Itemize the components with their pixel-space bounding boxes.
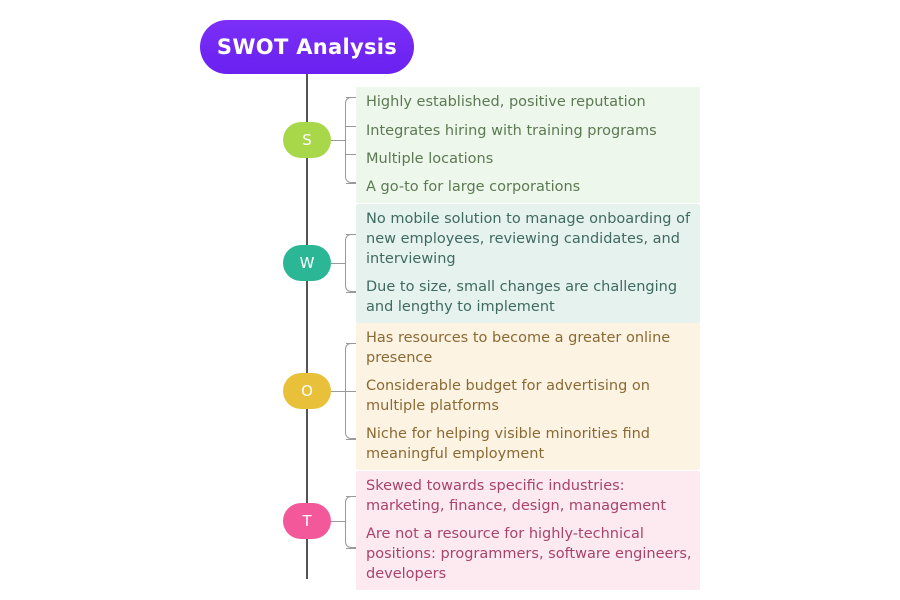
leaf-stub-s-2	[346, 126, 356, 127]
leaf-item[interactable]: Are not a resource for highly-technical positions: programmers, software engineers, developers	[356, 519, 700, 590]
leaf-item[interactable]: Considerable budget for advertising on multiple platforms	[356, 371, 700, 422]
branch-stub-threats	[331, 521, 345, 522]
branch-node-threats[interactable]	[283, 503, 331, 539]
leaf-stub-o-2	[346, 391, 356, 392]
leaf-item[interactable]: Skewed towards specific industries: marketing, finance, design, management	[356, 471, 700, 522]
leaf-item[interactable]: Multiple locations	[356, 144, 700, 175]
leaf-item[interactable]: A go-to for large corporations	[356, 172, 700, 203]
leaf-item[interactable]: Due to size, small changes are challenging and lengthy to implement	[356, 272, 700, 323]
leaf-item[interactable]: Niche for helping visible minorities find meaningful employment	[356, 419, 700, 470]
leaf-item[interactable]: Highly established, positive reputation	[356, 87, 700, 118]
branch-node-strengths[interactable]	[283, 122, 331, 158]
branch-node-weaknesses-label: W	[299, 254, 315, 272]
leaf-stub-o-3	[346, 439, 356, 440]
leaf-item[interactable]: No mobile solution to manage onboarding of new employees, reviewing candidates, and interviewing	[356, 204, 700, 275]
leaf-stub-s-4	[346, 183, 356, 184]
leaf-stub-o-1	[346, 343, 356, 344]
branch-node-opportunities-label: O	[301, 382, 313, 400]
leaf-stub-t-2	[346, 548, 356, 549]
branch-stub-strengths	[331, 140, 345, 141]
leaf-item[interactable]: Has resources to become a greater online presence	[356, 323, 700, 374]
branch-node-strengths-label: S	[302, 131, 312, 149]
leaf-stub-s-3	[346, 154, 356, 155]
leaf-stub-t-1	[346, 496, 356, 497]
branch-node-weaknesses[interactable]	[283, 245, 331, 281]
leaf-stub-w-2	[346, 292, 356, 293]
leaf-item[interactable]: Integrates hiring with training programs	[356, 116, 700, 147]
branch-stub-opportunities	[331, 391, 345, 392]
leaf-stub-w-1	[346, 234, 356, 235]
leaf-stub-s-1	[346, 97, 356, 98]
root-node-label: SWOT Analysis	[216, 35, 398, 59]
branch-node-threats-label: T	[302, 512, 312, 530]
branch-stub-weaknesses	[331, 263, 345, 264]
branch-node-opportunities[interactable]	[283, 373, 331, 409]
root-node-swot-analysis[interactable]	[200, 20, 414, 74]
